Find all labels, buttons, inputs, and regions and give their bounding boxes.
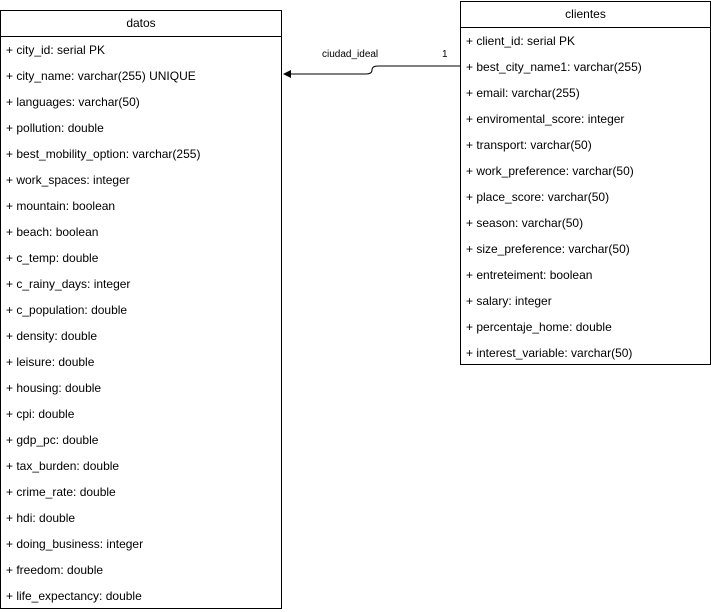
datos-attribute[interactable]: + work_spaces: integer [6, 173, 130, 187]
datos-attribute[interactable]: + crime_rate: double [6, 485, 116, 499]
datos-attribute[interactable]: + best_mobility_option: varchar(255) [6, 147, 201, 161]
entity-datos[interactable] [0, 10, 282, 609]
datos-attribute[interactable]: + cpi: double [6, 407, 75, 421]
clientes-attribute[interactable]: + email: varchar(255) [466, 86, 580, 100]
entity-clientes[interactable] [460, 1, 711, 365]
clientes-attribute[interactable]: + percentaje_home: double [466, 320, 612, 334]
datos-attribute[interactable]: + languages: varchar(50) [6, 95, 140, 109]
clientes-attribute[interactable]: + best_city_name1: varchar(255) [466, 60, 642, 74]
datos-attribute[interactable]: + life_expectancy: double [6, 589, 142, 603]
clientes-attribute[interactable]: + client_id: serial PK [466, 34, 576, 48]
datos-attribute[interactable]: + c_rainy_days: integer [6, 277, 131, 291]
datos-attribute[interactable]: + c_population: double [6, 303, 128, 317]
datos-attribute[interactable]: + leisure: double [6, 355, 95, 369]
clientes-attribute[interactable]: + transport: varchar(50) [466, 138, 592, 152]
clientes-attribute[interactable]: + enviromental_score: integer [466, 112, 625, 126]
datos-attribute[interactable]: + tax_burden: double [6, 459, 120, 473]
datos-attribute[interactable]: + city_name: varchar(255) UNIQUE [6, 69, 196, 83]
relation-line[interactable] [290, 66, 460, 74]
clientes-attribute[interactable]: + season: varchar(50) [466, 216, 584, 230]
datos-attribute[interactable]: + housing: double [6, 381, 102, 395]
entity-datos-attributes [1, 37, 281, 609]
entity-clientes-attributes [461, 28, 710, 366]
clientes-attribute[interactable]: + place_score: varchar(50) [466, 190, 610, 204]
relation-label: ciudad_ideal [322, 49, 379, 60]
datos-attribute[interactable]: + pollution: double [6, 121, 104, 135]
relation-multiplicity: 1 [442, 49, 448, 60]
entity-datos-title: datos [1, 11, 281, 37]
datos-attribute[interactable]: + density: double [6, 329, 98, 343]
clientes-attribute[interactable]: + work_preference: varchar(50) [466, 164, 634, 178]
datos-attribute[interactable]: + c_temp: double [6, 251, 99, 265]
arrowhead-icon [283, 70, 291, 78]
clientes-attribute[interactable]: + salary: integer [466, 294, 552, 308]
entity-clientes-title: clientes [461, 2, 710, 28]
clientes-attribute[interactable]: + entreteiment: boolean [466, 268, 593, 282]
datos-attribute[interactable]: + gdp_pc: double [6, 433, 99, 447]
datos-attribute[interactable]: + city_id: serial PK [6, 43, 106, 57]
clientes-attribute[interactable]: + size_preference: varchar(50) [466, 242, 630, 256]
clientes-attribute[interactable]: + interest_variable: varchar(50) [466, 346, 633, 360]
datos-attribute[interactable]: + beach: boolean [6, 225, 99, 239]
datos-attribute[interactable]: + mountain: boolean [6, 199, 116, 213]
datos-attribute[interactable]: + hdi: double [6, 511, 76, 525]
datos-attribute[interactable]: + freedom: double [6, 563, 104, 577]
datos-attribute[interactable]: + doing_business: integer [6, 537, 144, 551]
